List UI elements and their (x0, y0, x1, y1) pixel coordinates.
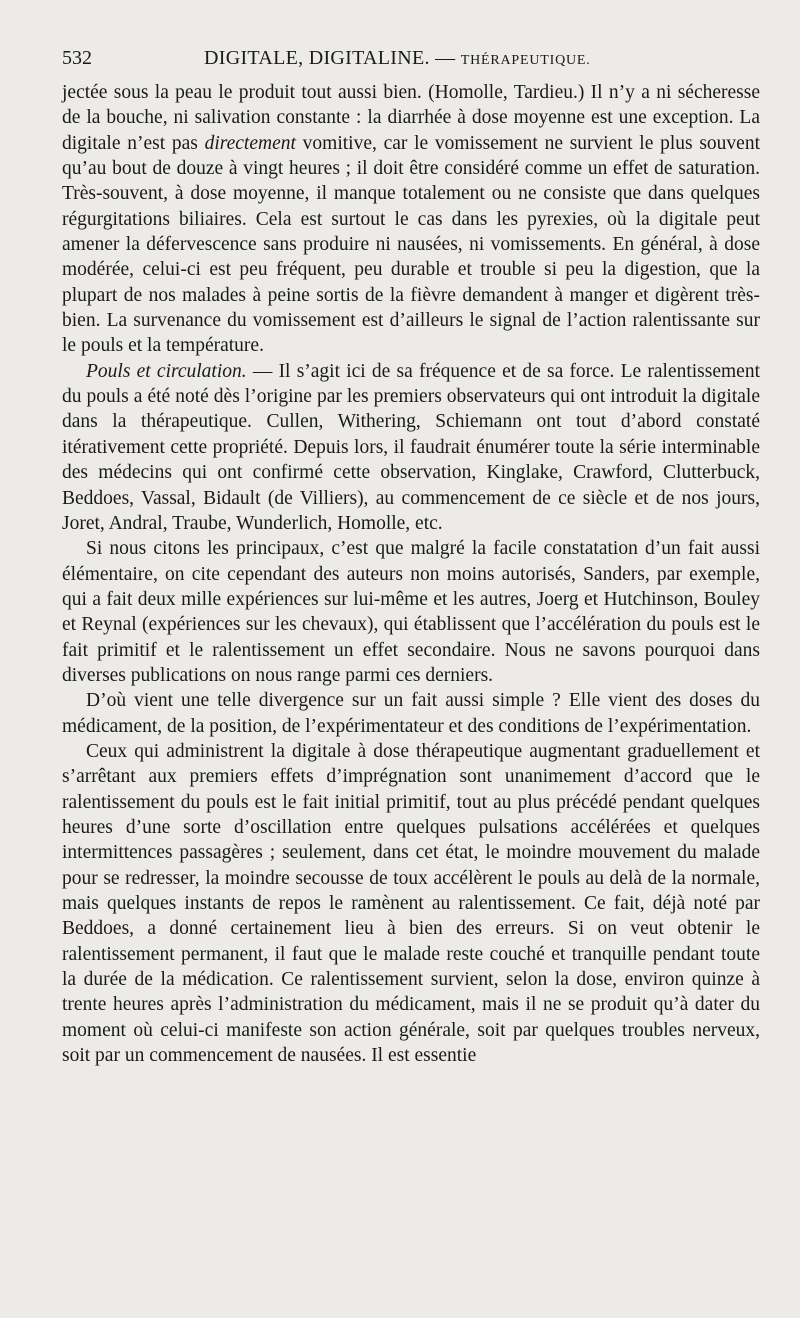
title-dash: — (435, 47, 456, 69)
title-main: DIGITALE, DIGITALINE. (204, 47, 430, 69)
running-title (204, 42, 591, 77)
body-text (62, 80, 760, 1068)
section-heading: Pouls et circulation. (86, 360, 247, 382)
paragraph-text: Ceux qui administrent la digitale à dose thérapeutique augmentant graduellement et s’arrêtant aux premiers effets d’imprégnation sont unanimement d’accord que le ralentissement du pouls est le fait initial primitif, tout au plus précédé pendant quelques heures d’une sorte d’oscillation entre quelques pulsations accélérées et quelques intermittences passagères ; seulement, dans cet état, le moindre mouvement du malade pour se redresser, la moindre secousse de toux accélèrent le pouls au delà de la normale, mais quelques instants de repos le ramènent au ralentissement. Ce fait, déjà noté par Beddoes, a donné certainement lieu à bien des erreurs. Si on veut obtenir le ralentissement permanent, il faut que le malade reste couché et tranquille pendant toute la durée de la médication. Ce ralentissement survient, selon la dose, environ quinze à trente heures après l’administration du médicament, mais il ne se produit qu’à dater du moment où celui-ci manifeste son action générale, soit par quelques troubles nerveux, soit par un commencement de nausées. Il est essentie (62, 740, 760, 1067)
running-header (62, 42, 760, 74)
paragraph-text: vomitive, car le vomissement ne survient le plus souvent qu’au bout de douze à vingt heures ; il doit être considéré comme un effet de saturation. Très-souvent, à dose moyenne, il manque totalement ou ne consiste que dans quelques régurgitations biliaires. Cela est surtout le cas dans les pyrexies, où la digitale peut amener la défervescence sans produire ni nausées, ni vomissements. En général, à dose modérée, celui-ci est peu fréquent, peu durable et trouble si peu la digestion, que la plupart de nos malades à peine sortis de la fièvre demandent à manger et digèrent très-bien. La survenance du vomissement est d’ailleurs le signal de l’action ralentissante sur le pouls et la température. (62, 132, 760, 357)
title-section: THÉRAPEUTIQUE. (460, 53, 591, 68)
page-number: 532 (62, 47, 92, 69)
paragraph-text: Si nous citons les principaux, c’est que malgré la facile constatation d’un fait aussi élémentaire, on cite cependant des auteurs non moins autorisés, Sanders, par exemple, qui a fait deux mille expériences sur lui-même et les autres, Joerg et Hutchinson, Bouley et Reynal (expériences sur les chevaux), qui établissent que l’accélération du pouls est le fait primitif et le ralentissement un effet secondaire. Nous ne savons pourquoi dans diverses publications on nous range parmi ces derniers. (62, 538, 760, 686)
paragraph-text: jectée sous la peau le produit tout aussi bien. (Homolle, Tardieu.) Il n’y a ni sécheresse de la bouche, ni salivation constante : la diarrhée à dose moyenne est une exception. La digitale n’est pas (62, 82, 760, 154)
paragraph (62, 739, 760, 1068)
paragraph-text: D’où vient une telle divergence sur un fait aussi simple ? Elle vient des doses du médicament, de la position, de l’expérimentateur et des conditions de l’expérimentation. (62, 690, 760, 737)
paragraph (62, 536, 760, 688)
paragraph-text: — Il s’agit ici de sa fréquence et de sa force. Le ralentissement du pouls a été noté dès l’origine par les premiers observateurs qui ont introduit la digitale dans la thérapeutique. Cullen, Withering, Schiemann ont tout d’abord constaté itérativement cette propriété. Depuis lors, il faudrait énumérer toute la série interminable des médecins qui ont confirmé cette observation, Kinglake, Crawford, Clutterbuck, Beddoes, Vassal, Bidault (de Villiers), au commencement de ce siècle et de nos jours, Joret, Andral, Traube, Wunderlich, Homolle, etc. (62, 360, 760, 534)
emphasis-directement: directement (204, 132, 296, 154)
paragraph (62, 688, 760, 739)
paragraph-pouls-circulation (62, 359, 760, 536)
paragraph-continuation (62, 80, 760, 359)
